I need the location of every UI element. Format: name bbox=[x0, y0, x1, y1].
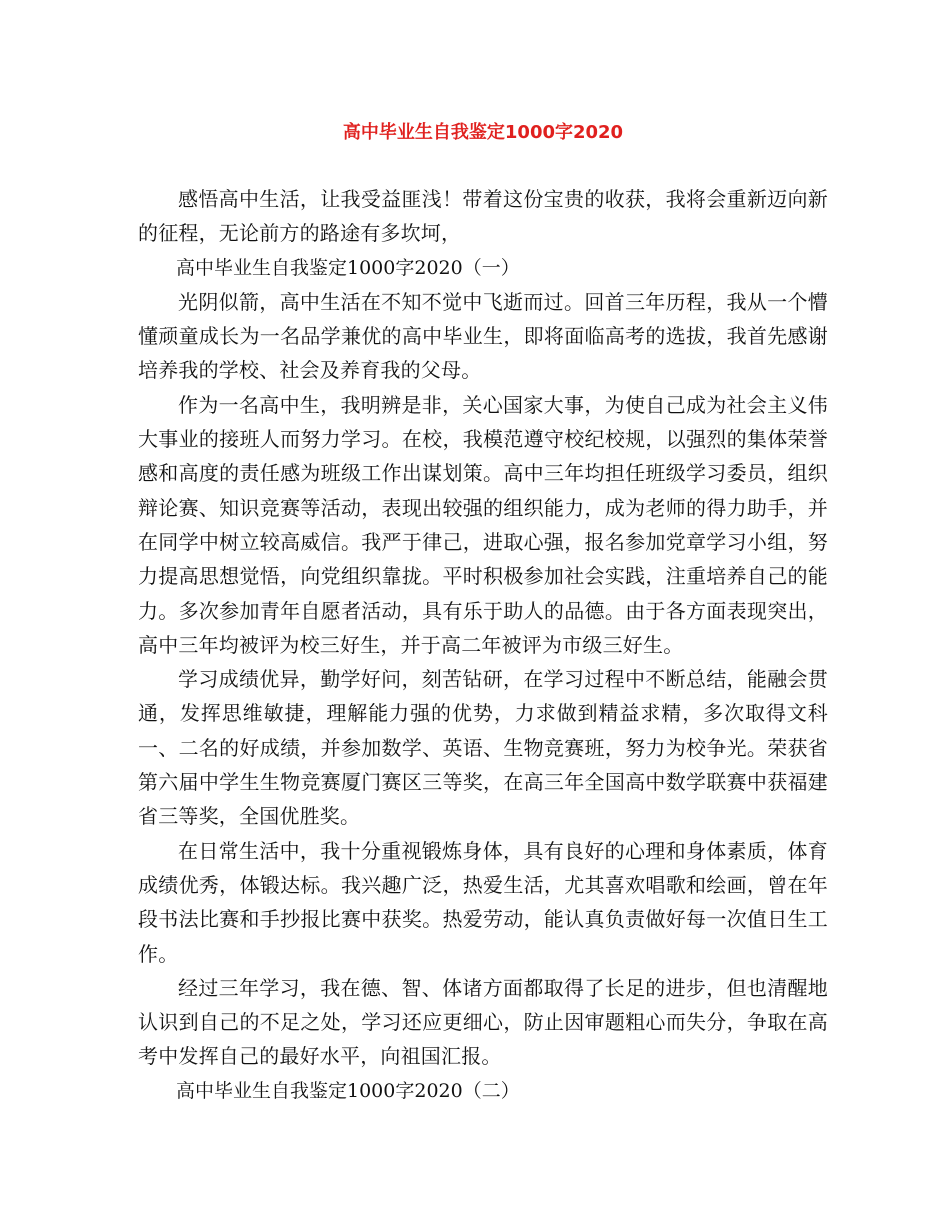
body-paragraph: 经过三年学习，我在德、智、体诸方面都取得了长足的进步，但也清醒地认识到自己的不足之处，学习还应更细心，防止因审题粗心而失分，争取在高考中发挥自己的最好水平，向祖国汇报。 bbox=[138, 975, 828, 1069]
body-paragraph: 在日常生活中，我十分重视锻炼身体，具有良好的心理和身体素质，体育成绩优秀，体锻达标。我兴趣广泛，热爱生活，尤其喜欢唱歌和绘画，曾在年段书法比赛和手抄报比赛中获奖。热爱劳动，能认真负责做好每一次值日生工作。 bbox=[138, 838, 828, 966]
document-title: 高中毕业生自我鉴定1000字2020 bbox=[342, 122, 624, 143]
body-paragraph: 光阴似箭，高中生活在不知不觉中飞逝而过。回首三年历程，我从一个懵懂顽童成长为一名品学兼优的高中毕业生，即将面临高考的选拔，我首先感谢培养我的学校、社会及养育我的父母。 bbox=[138, 289, 828, 383]
intro-paragraph: 感悟高中生活，让我受益匪浅！带着这份宝贵的收获，我将会重新迈向新的征程，无论前方的路途有多坎坷， bbox=[138, 187, 828, 246]
document-page bbox=[138, 118, 828, 1108]
section-two-heading: 高中毕业生自我鉴定1000字2020（二） bbox=[176, 1079, 520, 1102]
section-one-heading: 高中毕业生自我鉴定1000字2020（一） bbox=[176, 256, 520, 279]
body-paragraph: 学习成绩优异，勤学好问，刻苦钻研，在学习过程中不断总结，能融会贯通，发挥思维敏捷，理解能力强的优势，力求做到精益求精，多次取得文科一、二名的好成绩，并参加数学、英语、生物竞赛班，努力为校争光。荣获省第六届中学生生物竞赛厦门赛区三等奖，在高三年全国高中数学联赛中获福建省三等奖，全国优胜奖。 bbox=[138, 667, 828, 829]
body-paragraph: 作为一名高中生，我明辨是非，关心国家大事，为使自己成为社会主义伟大事业的接班人而努力学习。在校，我模范遵守校纪校规，以强烈的集体荣誉感和高度的责任感为班级工作出谋划策。高中三年均担任班级学习委员，组织辩论赛、知识竞赛等活动，表现出较强的组织能力，成为老师的得力助手，并在同学中树立较高威信。我严于律己，进取心强，报名参加党章学习小组，努力提高思想觉悟，向党组织靠拢。平时积极参加社会实践，注重培养自己的能力。多次参加青年自愿者活动，具有乐于助人的品德。由于各方面表现突出，高中三年均被评为校三好生，并于高二年被评为市级三好生。 bbox=[138, 392, 828, 657]
